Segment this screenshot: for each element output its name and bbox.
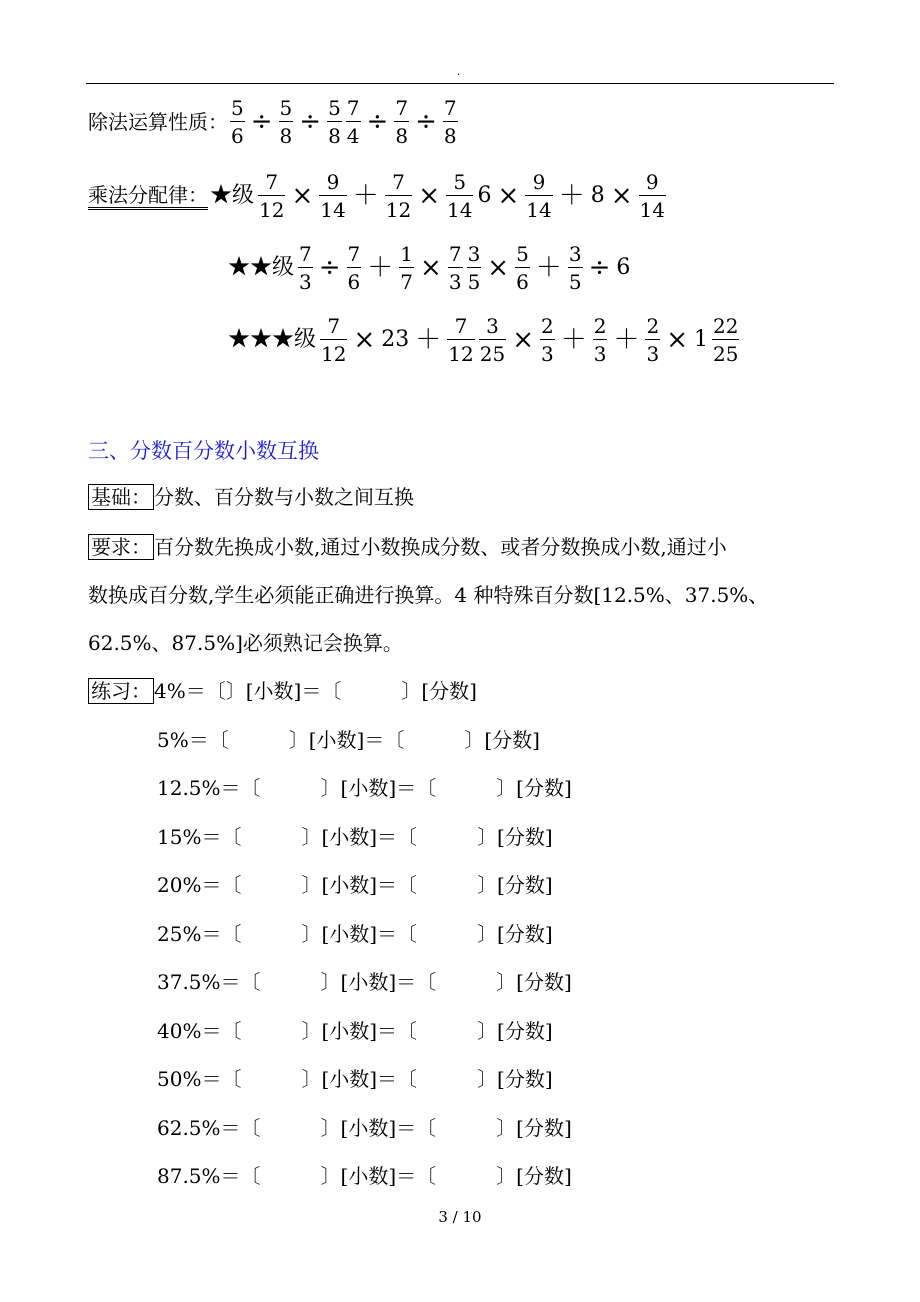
numerator: 7	[265, 170, 279, 194]
exercise-mid: 〕[小数]＝〔	[301, 873, 418, 897]
denominator: 12	[385, 198, 412, 222]
exercise-end: 〕[分数]	[496, 1164, 572, 1188]
operator: ＋	[415, 325, 442, 355]
header-mark: .	[457, 67, 461, 78]
fraction	[443, 96, 458, 148]
basis-paragraph	[88, 483, 414, 511]
distribution-row-3	[226, 314, 741, 366]
operator: ÷	[366, 107, 389, 137]
numerator: 2	[646, 314, 660, 338]
division-row	[88, 96, 460, 148]
denominator: 14	[526, 198, 552, 222]
integer: 23	[381, 327, 410, 352]
exercise-pct: 50%	[157, 1067, 202, 1091]
exercise-row	[157, 1162, 572, 1190]
page-number: 3 / 10	[438, 1208, 482, 1226]
division-label: 除法运算性质：	[88, 110, 228, 134]
numerator: 5	[453, 170, 467, 194]
operator: ＋	[352, 181, 379, 211]
exercise-mid: 〕[小数]＝〔	[320, 776, 437, 800]
numerator: 5	[279, 96, 293, 120]
denominator: 5	[467, 270, 481, 294]
exercise-pct: 12.5%	[157, 776, 221, 800]
exercise-end: 〕[分数]	[464, 727, 540, 752]
numerator: 5	[231, 96, 244, 120]
exercise-eq: ＝〔〕[小数]＝〔	[185, 679, 342, 703]
denominator: 25	[479, 342, 506, 366]
exercise-mid: 〕[小数]＝〔	[320, 970, 437, 994]
exercise-end: 〕[分数]	[477, 873, 553, 897]
exercise-end: 〕[分数]	[496, 970, 572, 994]
operator: ×	[353, 325, 376, 355]
exercise-end: 〕[分数]	[477, 921, 553, 946]
integer: 6	[616, 255, 631, 280]
exercise-mid: 〕[小数]＝〔	[301, 824, 418, 849]
exercise-eq: ＝〔	[201, 921, 242, 946]
exercise-pct: 62.5%	[157, 1115, 221, 1140]
exercise-pct: 5%	[157, 727, 189, 752]
fraction	[258, 170, 285, 222]
fraction	[394, 96, 409, 148]
operator: ×	[418, 181, 440, 211]
exercise-pct: 20%	[157, 873, 202, 897]
distribution-expression-1	[256, 170, 668, 222]
denominator: 8	[443, 124, 457, 148]
integer: 6	[477, 183, 492, 208]
exercise-pct: 37.5%	[157, 970, 221, 994]
exercise-gap2	[417, 922, 477, 946]
denominator: 12	[321, 342, 347, 366]
exercise-gap	[261, 776, 321, 800]
fraction	[593, 314, 608, 366]
numerator: 7	[299, 242, 312, 266]
denominator: 8	[279, 124, 293, 148]
fraction	[712, 314, 739, 366]
distribution-label: 乘法分配律：	[88, 183, 208, 210]
section-heading: 三、分数百分数小数互换	[88, 439, 319, 463]
fraction	[385, 170, 412, 222]
operator: ×	[487, 253, 510, 283]
exercise-eq: ＝〔	[201, 824, 242, 849]
exercise-pct: 40%	[157, 1018, 202, 1043]
denominator: 14	[639, 198, 665, 222]
requirement-line-1	[88, 533, 727, 561]
denominator: 14	[320, 198, 346, 222]
operator: ×	[497, 181, 520, 211]
exercise-row	[157, 726, 540, 754]
exercise-pct: 25%	[157, 921, 202, 946]
numerator: 7	[454, 314, 468, 338]
numerator: 7	[346, 96, 360, 120]
operator: ×	[610, 181, 633, 211]
star-level-1: ★级	[210, 183, 255, 208]
numerator: 9	[645, 170, 659, 194]
operator: ÷	[318, 253, 341, 283]
fraction	[327, 96, 342, 148]
exercise-end: 〕[分数]	[496, 776, 572, 800]
exercise-row	[157, 1017, 553, 1045]
integer: 8	[590, 183, 605, 208]
denominator: 3	[540, 342, 554, 366]
numerator: 7	[443, 96, 457, 120]
distribution-expression-2	[296, 242, 632, 294]
requirement-line-3: 62.5%、87.5%]必须熟记会换算。	[88, 631, 403, 655]
denominator: 7	[400, 270, 414, 294]
fraction	[447, 314, 474, 366]
numerator: 7	[448, 242, 462, 266]
operator: ÷	[415, 107, 437, 137]
exercise-gap	[241, 922, 301, 946]
numerator: 5	[516, 242, 529, 266]
fraction	[540, 314, 555, 366]
operator: ÷	[250, 107, 273, 137]
exercise-pct: 87.5%	[157, 1164, 221, 1188]
fraction	[346, 96, 361, 148]
numerator: 1	[400, 242, 414, 266]
star-level-2: ★★级	[228, 255, 295, 280]
exercise-gap2	[436, 776, 496, 800]
distribution-row-1	[88, 170, 668, 222]
denominator: 14	[446, 198, 473, 222]
exercise-pct: 15%	[157, 824, 202, 849]
exercise-end: 〕[分数]	[477, 1018, 553, 1043]
operator: ×	[420, 253, 442, 283]
operator: ＋	[367, 253, 394, 283]
exercise-gap2	[436, 1164, 496, 1188]
exercise-row	[157, 1065, 553, 1093]
numerator: 7	[392, 170, 405, 194]
operator: ＋	[558, 181, 585, 211]
operator: ×	[512, 325, 534, 355]
requirement-text-1: 百分数先换成小数,通过小数换成分数、或者分数换成小数,通过小	[154, 535, 727, 559]
numerator: 2	[540, 314, 554, 338]
exercise-gap2	[417, 873, 477, 897]
exercise-gap2	[417, 1067, 477, 1091]
exercise-eq: ＝〔	[188, 727, 229, 752]
exercise-end: 〕[分数]	[477, 1067, 553, 1091]
integer: 1	[694, 327, 709, 352]
basis-label: 基础：	[88, 484, 154, 510]
operator: ×	[291, 181, 314, 211]
distribution-expression-3	[318, 314, 741, 366]
requirement-line-2: 数换成百分数,学生必须能正确进行换算。4 种特殊百分数[12.5%、37.5%、	[88, 583, 769, 607]
denominator: 8	[328, 124, 341, 148]
numerator: 7	[395, 96, 409, 120]
exercise-gap	[261, 1164, 321, 1188]
exercise-gap2	[436, 1116, 496, 1140]
numerator: 3	[486, 314, 499, 338]
numerator: 22	[713, 314, 739, 338]
exercise-mid: 〕[小数]＝〔	[288, 727, 405, 752]
fraction	[230, 96, 245, 148]
numerator: 9	[326, 170, 340, 194]
denominator: 6	[231, 124, 244, 148]
denominator: 5	[568, 270, 582, 294]
exercise-gap	[241, 873, 301, 897]
fraction	[446, 170, 473, 222]
exercise-row	[157, 774, 572, 802]
denominator: 25	[713, 342, 739, 366]
numerator: 3	[467, 242, 481, 266]
exercise-gap2	[436, 970, 496, 994]
exercise-row	[88, 677, 477, 705]
exercise-gap	[241, 825, 301, 849]
exercise-gap	[261, 1116, 321, 1140]
numerator: 9	[532, 170, 546, 194]
denominator: 4	[346, 124, 360, 148]
exercise-end: 〕[分数]	[496, 1115, 572, 1140]
exercise-pct: 4%	[154, 679, 186, 703]
exercise-row	[157, 920, 553, 948]
operator: ×	[666, 325, 689, 355]
operator: ÷	[299, 107, 322, 137]
numerator: 2	[593, 314, 607, 338]
exercise-row	[157, 823, 553, 851]
exercise-gap2	[417, 825, 477, 849]
exercise-eq: ＝〔	[220, 970, 261, 994]
exercise-gap	[229, 728, 289, 752]
denominator: 3	[299, 270, 312, 294]
exercise-mid: 〕[小数]＝〔	[320, 1164, 437, 1188]
fraction	[279, 96, 294, 148]
exercise-mid: 〕[小数]＝〔	[320, 1115, 437, 1140]
exercise-gap	[241, 1019, 301, 1043]
basis-text: 分数、百分数与小数之间互换	[154, 485, 414, 509]
exercise-eq: ＝〔	[201, 873, 242, 897]
numerator: 3	[568, 242, 582, 266]
exercise-eq: ＝〔	[220, 776, 261, 800]
exercise-gap2	[417, 1019, 477, 1043]
fraction	[467, 242, 482, 294]
fraction	[639, 170, 666, 222]
operator: ＋	[535, 253, 562, 283]
fraction	[399, 242, 414, 294]
denominator: 8	[395, 124, 409, 148]
exercise-mid: 〕[小数]＝〔	[301, 1067, 418, 1091]
exercise-gap	[341, 679, 401, 703]
fraction	[568, 242, 583, 294]
fraction	[448, 242, 463, 294]
denominator: 12	[259, 198, 285, 222]
exercise-mid: 〕[小数]＝〔	[301, 1018, 418, 1043]
exercise-row	[157, 871, 553, 899]
denominator: 6	[347, 270, 361, 294]
exercise-gap2	[404, 728, 464, 752]
operator: ÷	[588, 253, 611, 283]
exercise-eq: ＝〔	[220, 1115, 261, 1140]
fraction	[525, 170, 552, 222]
exercise-eq: ＝〔	[201, 1018, 242, 1043]
fraction	[347, 242, 362, 294]
division-expression	[228, 96, 460, 148]
denominator: 6	[516, 270, 529, 294]
numerator: 7	[347, 242, 361, 266]
denominator: 3	[646, 342, 660, 366]
exercise-mid: 〕[小数]＝〔	[301, 921, 418, 946]
star-level-3: ★★★级	[228, 327, 317, 352]
fraction	[515, 242, 530, 294]
exercise-eq: ＝〔	[201, 1067, 242, 1091]
denominator: 3	[593, 342, 607, 366]
fraction	[298, 242, 313, 294]
exercise-row	[157, 968, 572, 996]
fraction	[319, 170, 346, 222]
denominator: 3	[448, 270, 462, 294]
header-rule	[86, 83, 834, 84]
operator: ＋	[560, 325, 587, 355]
exercise-gap	[241, 1067, 301, 1091]
operator: ＋	[613, 325, 640, 355]
numerator: 5	[328, 96, 341, 120]
exercise-eq: ＝〔	[220, 1164, 261, 1188]
fraction	[320, 314, 347, 366]
distribution-row-2	[226, 242, 632, 294]
fraction	[645, 314, 660, 366]
exercise-end: 〕[分数]	[401, 679, 477, 703]
fraction	[479, 314, 506, 366]
practice-label: 练习：	[88, 678, 154, 704]
exercise-end: 〕[分数]	[477, 824, 553, 849]
exercise-gap	[261, 970, 321, 994]
requirement-label: 要求：	[88, 534, 154, 560]
denominator: 12	[448, 342, 474, 366]
exercise-row	[157, 1114, 572, 1142]
numerator: 7	[327, 314, 341, 338]
